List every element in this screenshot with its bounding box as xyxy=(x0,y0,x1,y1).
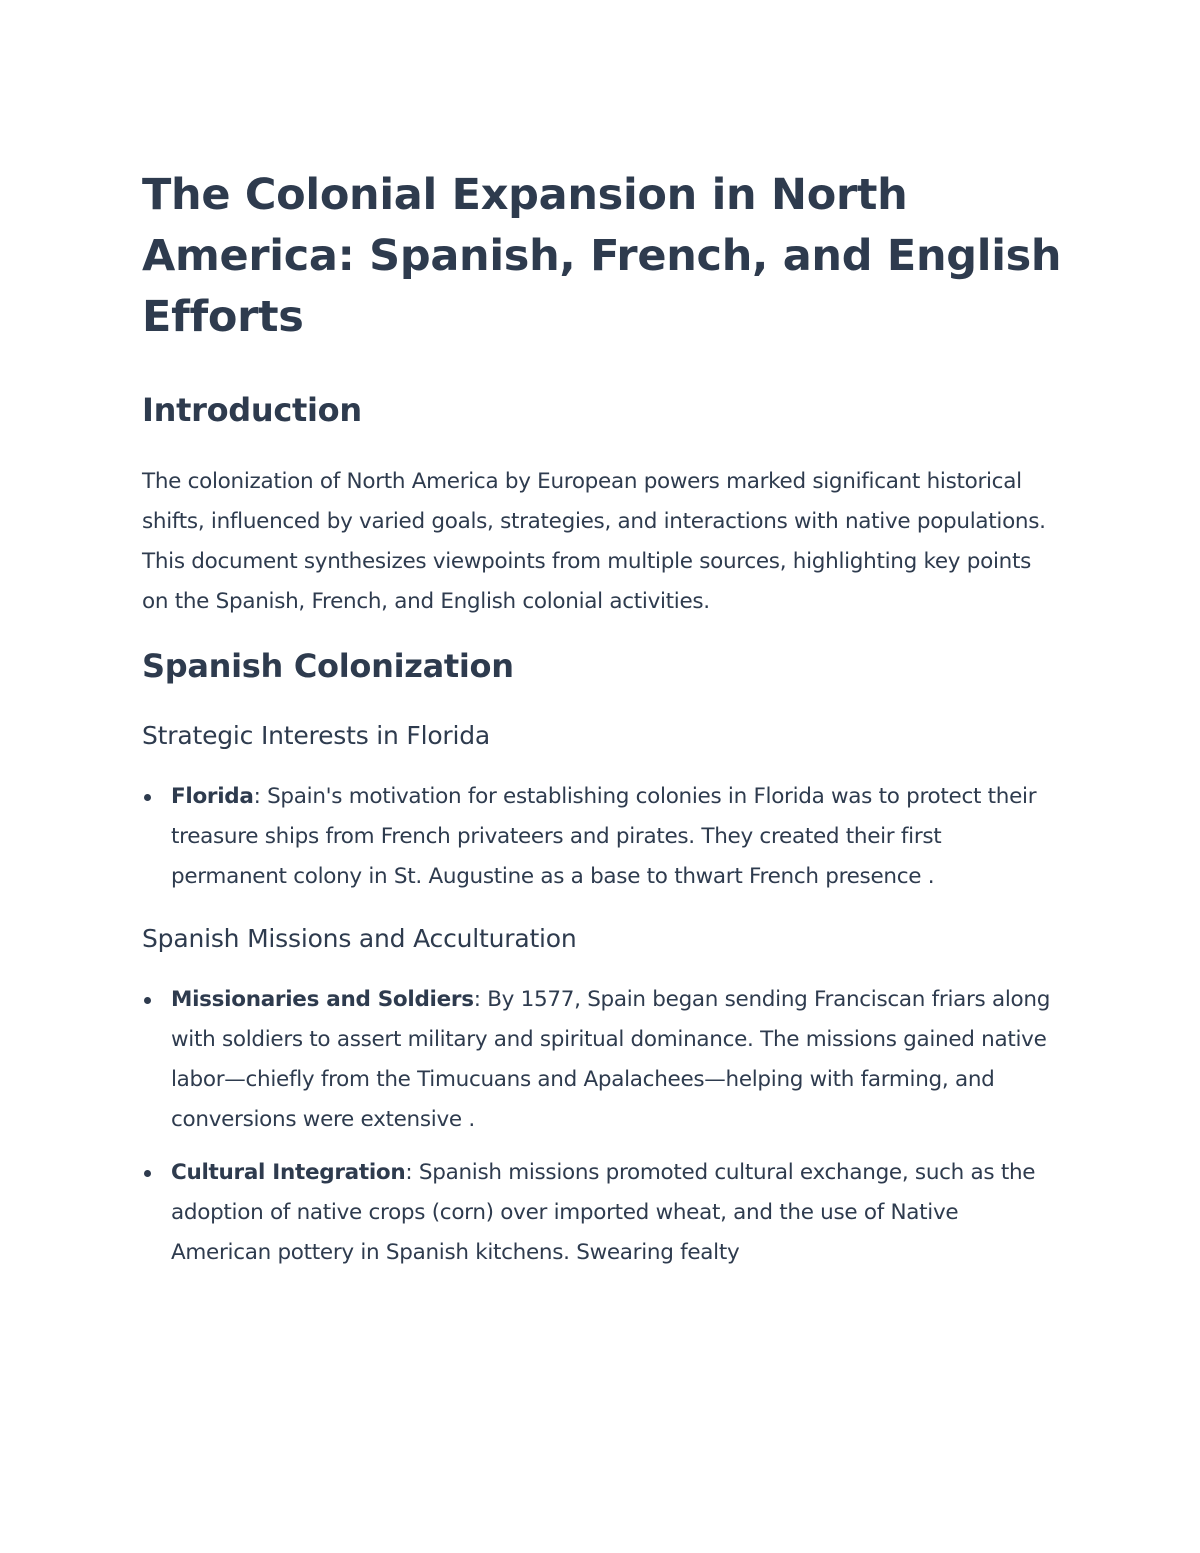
document-page xyxy=(142,165,1062,1273)
florida-interests-list xyxy=(142,777,1062,897)
introduction-paragraph: The colonization of North America by European powers marked significant historical shifts, influenced by varied goals, strategies, and interactions with native populations. This document synthesizes viewpoints from multiple sources, highlighting key points on the Spanish, French, and English colonial activities. xyxy=(142,469,1046,614)
introduction-heading: Introduction xyxy=(142,391,362,429)
bullet-icon xyxy=(144,997,151,1004)
list-item xyxy=(142,1153,1062,1273)
list-item-term: Florida xyxy=(171,784,254,809)
document-title: The Colonial Expansion in North America: Spanish, French, and English Efforts xyxy=(142,170,1062,342)
bullet-icon xyxy=(144,794,151,801)
list-item xyxy=(142,777,1062,897)
bullet-icon xyxy=(144,1170,151,1177)
florida-interests-heading: Strategic Interests in Florida xyxy=(142,721,491,750)
list-item-term: Missionaries and Soldiers xyxy=(171,987,474,1012)
missions-acculturation-heading: Spanish Missions and Acculturation xyxy=(142,924,577,953)
missions-acculturation-list xyxy=(142,980,1062,1273)
list-item-term: Cultural Integration xyxy=(171,1160,406,1185)
list-item-text: : Spanish missions promoted cultural exchange, such as the adoption of native crops (corn) over imported wheat, and the use of Native American pottery in Spanish kitchens. Swearing fealty xyxy=(171,1160,1036,1265)
list-item-text: : By 1577, Spain began sending Franciscan friars along with soldiers to assert military and spiritual dominance. The missions gained native labor—chiefly from the Timucuans and Apalachees—helping with farming, and conversions were extensive . xyxy=(171,987,1051,1132)
list-item-text: : Spain's motivation for establishing colonies in Florida was to protect their treasure ships from French privateers and pirates. They created their first permanent colony in St. Augustine as a base to thwart French presence . xyxy=(171,784,1037,889)
spanish-colonization-heading: Spanish Colonization xyxy=(142,647,514,685)
list-item xyxy=(142,980,1062,1140)
